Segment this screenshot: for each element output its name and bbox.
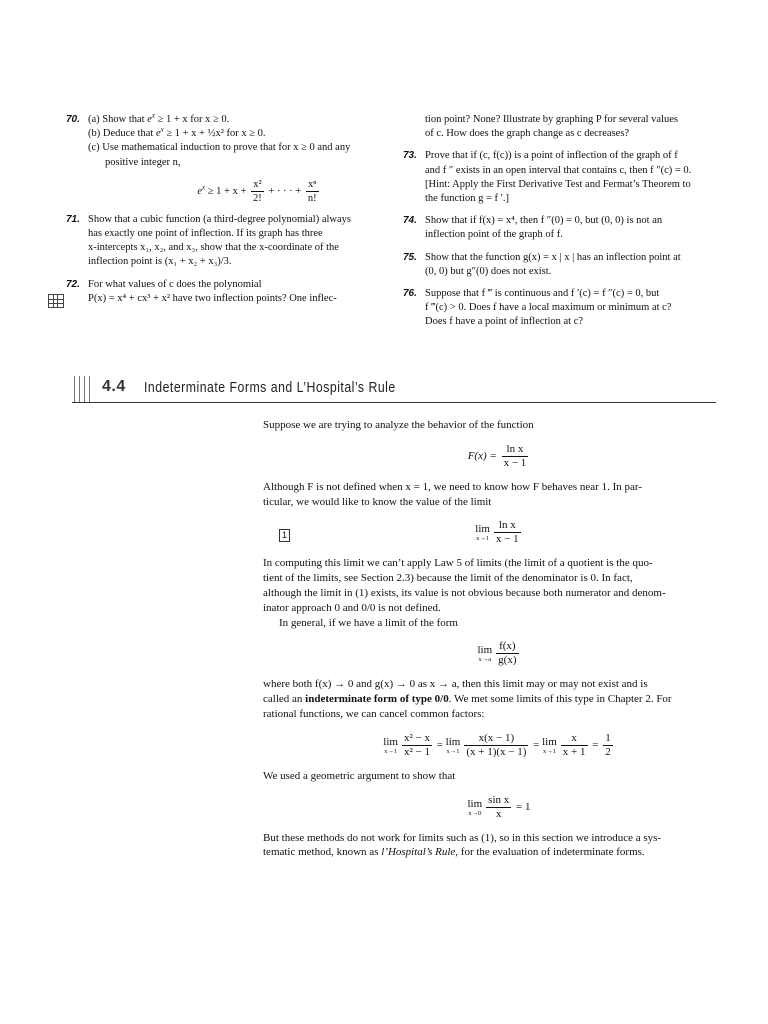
exercise-70c-line2: positive integer n, xyxy=(105,156,181,168)
limit-operator: lim x→1 xyxy=(475,523,490,543)
limit-operator: lim x→1 xyxy=(445,735,461,755)
paragraph: Suppose we are trying to analyze the behavior of the function xyxy=(263,419,534,431)
exercise-70 xyxy=(68,113,390,205)
exercise-70a: (a) Show that $e^x \ge 1 + x$ for x ≥ 0. xyxy=(88,111,230,125)
section-body xyxy=(263,418,715,860)
fraction: $\frac{\text{xⁿ}}{n!}$ xyxy=(307,178,317,204)
fraction: $\frac{f(x)}{g(x)}$ xyxy=(498,640,517,667)
limit-operator: lim x→1 xyxy=(383,735,398,755)
section-bars-ornament xyxy=(72,376,94,402)
equation-1 xyxy=(283,519,715,546)
exercises-right-column xyxy=(405,113,717,338)
fraction: $\frac{\text{ln x}}{x - 1}$ xyxy=(503,442,527,469)
paragraph: In general, if we have a limit of the form xyxy=(279,616,458,629)
paragraph: But these methods do not work for limits such as (1), so in this section we introduce a sys- tematic method, known as l’Hospital’s Rule, for the evaluation of indeterminate forms. xyxy=(263,831,662,859)
exercise-number: 76. xyxy=(403,288,417,300)
exercise-72-continued: tion point? None? Illustrate by graphing P for several values of c. How does the graph change as c decreases? xyxy=(425,114,678,140)
fraction: $\frac{\text{x²}}{2!}$ xyxy=(253,178,262,204)
paragraph: We used a geometric argument to show that xyxy=(263,769,456,782)
fraction: $\frac{\text{ln x}}{x - 1}$ xyxy=(495,519,519,546)
section-heading xyxy=(72,374,716,403)
exercise-number: 74. xyxy=(403,215,417,227)
fraction: $\frac{x}{x + 1}$ xyxy=(562,731,586,758)
exercises-left-column xyxy=(68,113,390,314)
exercise-70c-line1: (c) Use mathematical induction to prove that for x ≥ 0 and any xyxy=(88,142,351,154)
exercise-number: 71. xyxy=(66,213,80,225)
exercise-70-formula: $e^x \ge 1 + x$ + $\frac{\text{x²}}{2!}$ + · · · + $\frac{\text{xⁿ}}{n!}$ xyxy=(197,178,317,204)
section-title: Indeterminate Forms and L’Hospital’s Rule xyxy=(144,379,396,396)
limit-operator: lim x→1 xyxy=(542,735,557,755)
exercise-75: 75. Show that the function g(x) = x | x | has an inflection point at (0, 0) but g″(0) does not exist. xyxy=(403,251,681,277)
exercise-number: 75. xyxy=(403,251,417,263)
exercise-70b: (b) Deduce that $e^x \ge 1 + x$ + ½x² for x ≥ 0. xyxy=(88,125,266,140)
exercise-number: 73. xyxy=(403,150,417,162)
fraction: $\frac{\text{x² − x}}{\text{x² − 1}}$ xyxy=(403,731,430,758)
fraction: $\frac{x(x - 1)}{(x + 1)(x - 1)}$ xyxy=(466,731,527,758)
exercise-number: 72. xyxy=(66,278,80,290)
equation-general-limit xyxy=(283,640,715,667)
exercise-74: 74. Show that if f(x) = x⁴, then f ″(0) = 0, but (0, 0) is not an inflection point of the graph of f. xyxy=(403,215,663,241)
section-number: 4.4 xyxy=(102,378,126,395)
limit-operator: lim x→0 xyxy=(467,797,483,817)
exercise-number: 70. xyxy=(66,114,80,125)
equation-sin-limit: lim x→0 $\frac{\text{sin x}}{x}$ = 1 xyxy=(467,793,531,820)
equation-rational-example: lim x→1 $\frac{\text{x² − x}}{\text{x² − 1}}$ = lim x→1 $\frac{x(x - 1)}{(x + 1)(x - 1)}$ = lim x→1 $\frac{x}{x + 1}$ = $\frac{1}{2}$ xyxy=(383,731,611,758)
limit-operator: lim x→a xyxy=(477,644,493,664)
exercise-72: 72. For what values of c does the polynomial P(x) = x⁴ + cx³ + x² have two inflection points? One inflec- xyxy=(66,278,337,304)
fraction: $\frac{\text{sin x}}{x}$ xyxy=(488,793,510,820)
paragraph: In computing this limit we can’t apply Law 5 of limits (the limit of a quotient is the quo- tient of the limits, see Section 2.3) because the limit of the denominator is 0. In fact, although the limit in (1) exists, its value is not obvious because both numerator and denom- inator approach 0 and 0/0 is not defined. xyxy=(263,557,666,614)
fraction: $\frac{1}{2}$ xyxy=(605,731,611,758)
exercise-76: 76. Suppose that f ‴ is continuous and f ′(c) = f ″(c) = 0, but f ‴(c) > 0. Does f have a local maximum or minimum at c? Does f have a point of inflection at c? xyxy=(403,288,672,328)
graphing-device-icon xyxy=(48,294,64,308)
paragraph: Although F is not defined when x = 1, we need to know how F behaves near 1. In par- ticular, we would like to know the value of the limit xyxy=(263,480,642,508)
equation-F: F(x) = $\frac{\text{ln x}}{x - 1}$ xyxy=(467,442,527,469)
paragraph: where both f(x) → 0 and g(x) → 0 as x → a, then this limit may or may not exist and is called an indeterminate form of type 0/0. We met some limits of this type in Chapter 2. For rational functions, we can cancel common factors: xyxy=(263,678,672,720)
exercise-71: 71. Show that a cubic function (a third-degree polynomial) always has exactly one point of inflection. If its graph has three x-intercepts x₁, x₂, and x₃, show that the x-coordinate of the inflection point is (x₁ + x₂ + x₃)/3. xyxy=(66,213,352,268)
equation-number: 1 xyxy=(279,529,290,542)
exercise-73: 73. Prove that if (c, f(c)) is a point of inflection of the graph of f and f ″ exists in an open interval that contains c, then f ″(c) = 0. [Hint: Apply the First Derivative Test and Fermat’s Theorem to the function g = f ′.] xyxy=(403,150,692,205)
